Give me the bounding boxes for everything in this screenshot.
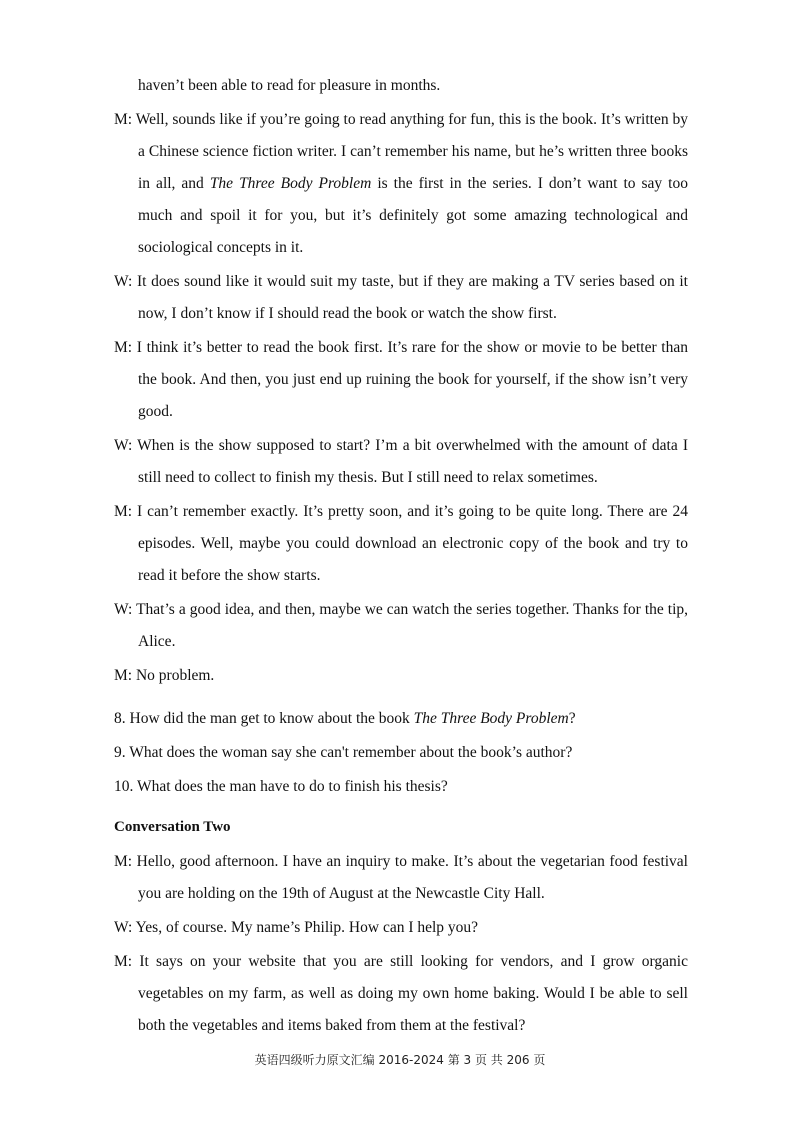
paragraph-text: M: Well, sounds like if you’re going to read anything for fun, this is the book. It’s written by a Chinese science fiction writer. I can’t remember his name, but he’s written three books in all, and bbox=[114, 111, 688, 192]
paragraph-w-speaker: W: Yes, of course. My name’s Philip. How can I help you? bbox=[114, 919, 479, 936]
paragraph-m-speaker: M: Hello, good afternoon. I have an inquiry to make. It’s about the vegetarian food festival you are holding on the 19th of August at the Newcastle City Hall. bbox=[114, 853, 688, 902]
paragraph-m-speaker: M: I think it’s better to read the book first. It’s rare for the show or movie to be better than the book. And then, you just end up ruining the book for yourself, if the show isn’t very good. bbox=[114, 339, 688, 420]
paragraph-m-speaker: M: It says on your website that you are still looking for vendors, and I grow organic vegetables on my farm, as well as doing my own home baking. Would I be able to sell both the vegetables and items baked from them at the festival? bbox=[114, 953, 688, 1034]
paragraph-w-speaker: W: It does sound like it would suit my taste, but if they are making a TV series based on it now, I don’t know if I should read the book or watch the show first. bbox=[114, 273, 688, 322]
section-heading: Conversation Two bbox=[114, 819, 231, 835]
book-title: The Three Body Problem bbox=[209, 175, 372, 192]
paragraph-text: is the first in the series. I don’t want to say too much and spoil it for you, but it’s definitely got some amazing technological and sociological concepts in it. bbox=[138, 175, 688, 256]
question-8 bbox=[114, 702, 688, 736]
book-title: The Three Body Problem bbox=[413, 710, 569, 727]
paragraph-m-speaker bbox=[114, 104, 688, 264]
paragraph-m-speaker: M: No problem. bbox=[114, 667, 215, 684]
paragraph-w-speaker: W: When is the show supposed to start? I’m a bit overwhelmed with the amount of data I still need to collect to finish my thesis. But I still need to relax sometimes. bbox=[114, 437, 688, 486]
transcript-content bbox=[114, 0, 688, 1042]
question-text: 8. How did the man get to know about the book bbox=[114, 710, 414, 727]
paragraph-m-speaker: M: I can’t remember exactly. It’s pretty soon, and it’s going to be quite long. There are 24 episodes. Well, maybe you could download an electronic copy of the book and try to read it before the show starts. bbox=[114, 503, 688, 584]
question-9: 9. What does the woman say she can't remember about the book’s author? bbox=[114, 744, 573, 761]
page-footer: 英语四级听力原文汇编 2016-2024 第 3 页 共 206 页 bbox=[254, 1053, 546, 1067]
question-10: 10. What does the man have to do to finish his thesis? bbox=[114, 778, 448, 795]
paragraph-w-speaker: W: That’s a good idea, and then, maybe we can watch the series together. Thanks for the tip, Alice. bbox=[114, 601, 688, 650]
question-text: ? bbox=[568, 710, 576, 727]
paragraph-continuation: haven’t been able to read for pleasure in months. bbox=[138, 77, 441, 94]
